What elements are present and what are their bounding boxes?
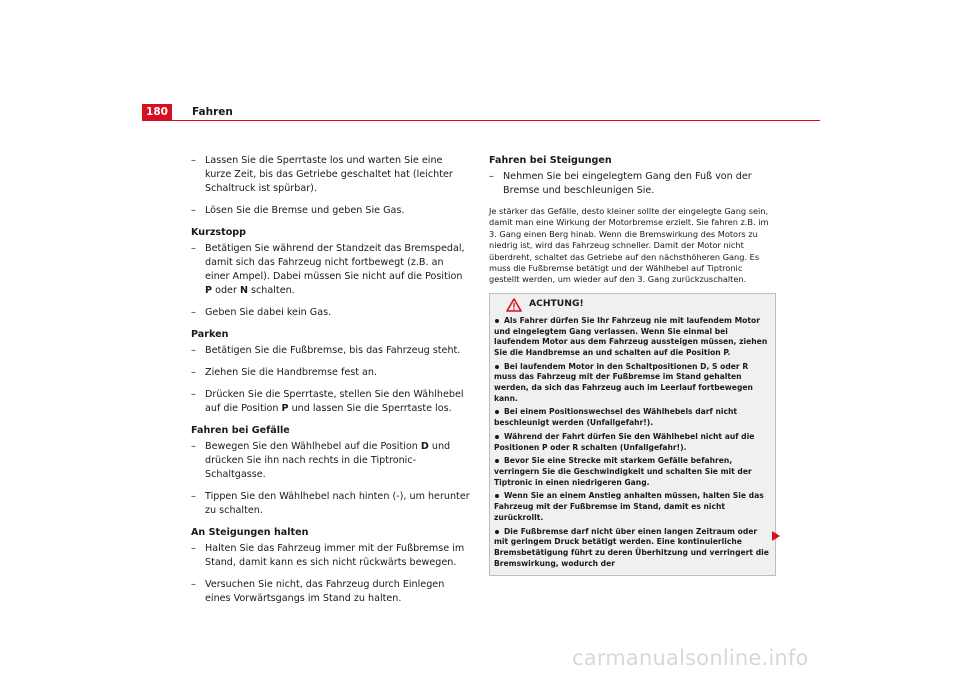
bullet-icon	[495, 410, 499, 414]
bullet-icon	[495, 494, 499, 498]
list-item: – Betätigen Sie die Fußbremse, bis das Fahrzeug steht.	[191, 344, 471, 358]
list-item: – Betätigen Sie während der Standzeit das Bremspedal, damit sich das Fahrzeug nicht fortbewegt (z.B. an einer Ampel). Dabei müssen Sie nicht auf die Position P oder N schalten.	[191, 242, 471, 298]
header-rule	[142, 120, 820, 121]
bullet-icon	[495, 530, 499, 534]
warning-item: Die Fußbremse darf nicht über einen langen Zeitraum oder mit geringem Druck betätigt werden. Eine kontinuierliche Bremsbetätigung führt zu deren Überhitzung und verringert die Bremswirkung, wodurch der	[494, 526, 769, 568]
list-item: – Drücken Sie die Sperrtaste, stellen Sie den Wählhebel auf die Position P und lassen Sie die Sperrtaste los.	[191, 388, 471, 416]
section-title: Fahren	[192, 106, 233, 118]
heading-steigungen: Fahren bei Steigungen	[489, 155, 612, 166]
heading-gefaelle: Fahren bei Gefälle	[191, 425, 290, 436]
list-item: – Nehmen Sie bei eingelegtem Gang den Fuß von der Bremse und beschleunigen Sie.	[489, 170, 775, 198]
warning-item: Wenn Sie an einem Anstieg anhalten müssen, halten Sie das Fahrzeug mit der Fußbremse im Stand, damit es nicht zurückrollt.	[494, 491, 764, 522]
page-header	[142, 104, 820, 120]
warning-item: Bei einem Positionswechsel des Wählhebels darf nicht beschleunigt werden (Unfallgefahr!).	[494, 407, 738, 428]
heading-parken: Parken	[191, 329, 229, 340]
heading-steigungen-halten: An Steigungen halten	[191, 527, 309, 538]
warning-triangle-icon	[506, 298, 522, 312]
warning-box	[489, 293, 776, 576]
list-item: – Geben Sie dabei kein Gas.	[191, 306, 471, 320]
warning-title	[506, 294, 770, 316]
heading-kurzstopp: Kurzstopp	[191, 227, 247, 238]
list-item: – Versuchen Sie nicht, das Fahrzeug durch Einlegen eines Vorwärtsgangs im Stand zu halten.	[191, 578, 471, 606]
warning-item: Während der Fahrt dürfen Sie den Wählhebel nicht auf die Positionen P oder R schalten (Unfallgefahr!).	[494, 431, 755, 452]
list-item: – Halten Sie das Fahrzeug immer mit der Fußbremse im Stand, damit kann es sich nicht rückwärts bewegen.	[191, 542, 471, 570]
page-number: 180	[142, 104, 172, 120]
bullet-icon	[495, 365, 499, 369]
warning-title-text: ACHTUNG!	[529, 298, 584, 310]
bullet-icon	[495, 459, 499, 463]
list-item: – Lösen Sie die Bremse und geben Sie Gas.	[191, 204, 471, 218]
watermark: carmanualsonline.info	[572, 646, 809, 670]
list-item: – Lassen Sie die Sperrtaste los und warten Sie eine kurze Zeit, bis das Getriebe geschaltet hat (leichter Schaltruck ist spürbar).	[191, 154, 471, 196]
warning-item: Bevor Sie eine Strecke mit starkem Gefälle befahren, verringern Sie die Geschwindigkeit und schalten Sie mit der Tiptronic in einen niedrigeren Gang.	[494, 456, 752, 487]
list-item: – Ziehen Sie die Handbremse fest an.	[191, 366, 471, 380]
continue-arrow-icon	[772, 531, 780, 541]
bullet-icon	[495, 435, 499, 439]
warning-item: Bei laufendem Motor in den Schaltpositionen D, S oder R muss das Fahrzeug mit der Fußbremse im Stand gehalten werden, da sich das Fahrzeug auch im Leerlauf fortbewegen kann.	[494, 361, 753, 403]
list-item: – Bewegen Sie den Wählhebel auf die Position D und drücken Sie ihn nach rechts in die Tiptronic-Schaltgasse.	[191, 440, 471, 482]
warning-item: Als Fahrer dürfen Sie Ihr Fahrzeug nie mit laufendem Motor und eingelegtem Gang verlassen. Wenn Sie einmal bei laufendem Motor aus dem Fahrzeug aussteigen müssen, ziehen Sie die Handbremse an und schalten auf die Position P.	[494, 315, 768, 357]
bullet-icon	[495, 319, 499, 323]
right-column	[489, 154, 775, 576]
note-text: Je stärker das Gefälle, desto kleiner sollte der eingelegte Gang sein, damit man eine Wirkung der Motorbremse erzielt. Sie fahren z.B. im 3. Gang einen Berg hinab. Wenn die Bremswirkung des Motors zu niedrig ist, wird das Fahrzeug schneller. Damit der Motor nicht überdreht, schaltet das Getriebe auf den nächsthöheren Gang. Es muss die Fußbremse betätigt und der Wählhebel auf Tiptronic gestellt werden, um wieder auf den 3. Gang zurückzuschalten.	[489, 206, 769, 285]
list-item: – Tippen Sie den Wählhebel nach hinten (-), um herunter zu schalten.	[191, 490, 471, 518]
left-column	[191, 154, 471, 614]
